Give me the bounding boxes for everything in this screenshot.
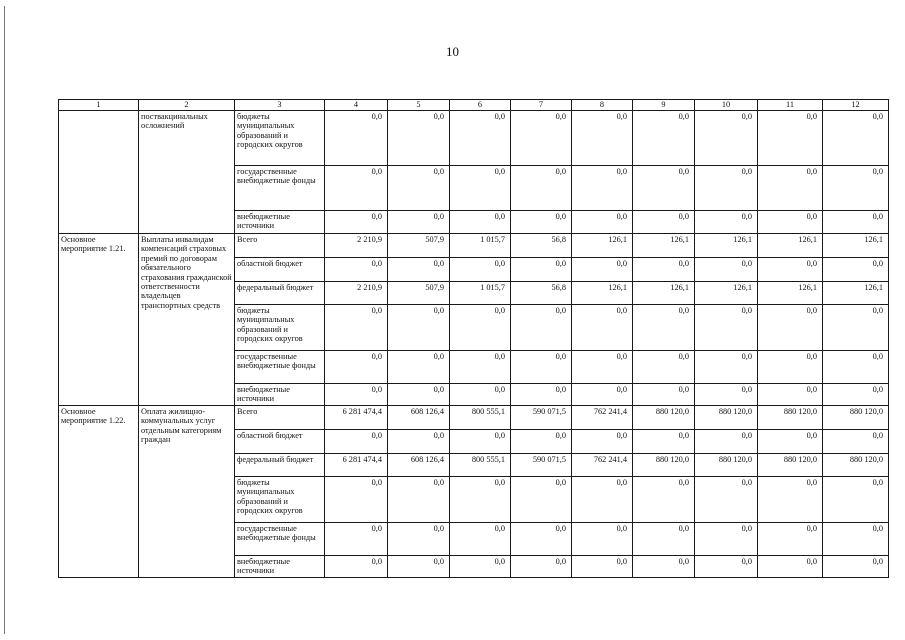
amount-cell: 0,0: [695, 351, 758, 384]
column-number-header: 5: [388, 100, 450, 111]
funding-source-cell: бюджеты муниципальных образований и городских округов: [235, 111, 325, 166]
amount-cell: 0,0: [511, 556, 572, 578]
amount-cell: 0,0: [388, 166, 450, 211]
amount-cell: 0,0: [572, 166, 633, 211]
funding-source-cell: внебюджетные источники: [235, 556, 325, 578]
amount-cell: 0,0: [823, 430, 889, 454]
amount-cell: 507,9: [388, 282, 450, 305]
amount-cell: 0,0: [388, 523, 450, 556]
amount-cell: 800 555,1: [450, 406, 511, 430]
amount-cell: 0,0: [572, 351, 633, 384]
amount-cell: 0,0: [758, 258, 823, 282]
amount-cell: 0,0: [823, 384, 889, 406]
amount-cell: 126,1: [823, 282, 889, 305]
amount-cell: 0,0: [325, 305, 388, 351]
funding-source-cell: областной бюджет: [235, 258, 325, 282]
funding-source-cell: государственные внебюджетные фонды: [235, 351, 325, 384]
amount-cell: 126,1: [572, 282, 633, 305]
amount-cell: 0,0: [823, 351, 889, 384]
amount-cell: 0,0: [572, 111, 633, 166]
amount-cell: 0,0: [388, 258, 450, 282]
amount-cell: 0,0: [572, 211, 633, 234]
amount-cell: 0,0: [633, 556, 695, 578]
event-name-cell: [59, 111, 139, 234]
amount-cell: 0,0: [511, 166, 572, 211]
funding-source-cell: Всего: [235, 234, 325, 258]
column-number-header: 2: [139, 100, 235, 111]
amount-cell: 0,0: [758, 111, 823, 166]
amount-cell: 0,0: [695, 430, 758, 454]
amount-cell: 762 241,4: [572, 406, 633, 430]
funding-source-cell: внебюджетные источники: [235, 384, 325, 406]
amount-cell: 0,0: [450, 384, 511, 406]
amount-cell: 1 015,7: [450, 282, 511, 305]
amount-cell: 0,0: [572, 384, 633, 406]
amount-cell: 2 210,9: [325, 234, 388, 258]
event-title-cell: поствакцинальных осложнений: [139, 111, 235, 234]
amount-cell: 0,0: [758, 305, 823, 351]
amount-cell: 0,0: [695, 258, 758, 282]
amount-cell: 0,0: [633, 351, 695, 384]
amount-cell: 0,0: [695, 166, 758, 211]
amount-cell: 880 120,0: [823, 406, 889, 430]
amount-cell: 880 120,0: [633, 406, 695, 430]
amount-cell: 762 241,4: [572, 454, 633, 477]
amount-cell: 0,0: [388, 477, 450, 523]
amount-cell: 0,0: [695, 523, 758, 556]
amount-cell: 590 071,5: [511, 406, 572, 430]
amount-cell: 0,0: [511, 111, 572, 166]
amount-cell: 0,0: [388, 351, 450, 384]
amount-cell: 126,1: [758, 234, 823, 258]
amount-cell: 0,0: [450, 258, 511, 282]
amount-cell: 0,0: [758, 556, 823, 578]
amount-cell: 608 126,4: [388, 406, 450, 430]
amount-cell: 0,0: [695, 211, 758, 234]
amount-cell: 0,0: [633, 523, 695, 556]
amount-cell: 0,0: [325, 477, 388, 523]
amount-cell: 0,0: [572, 258, 633, 282]
amount-cell: 0,0: [388, 430, 450, 454]
event-name-cell: Основное мероприятие 1.21.: [59, 234, 139, 406]
amount-cell: 0,0: [633, 166, 695, 211]
table-header-row: [59, 100, 889, 111]
amount-cell: 0,0: [823, 111, 889, 166]
amount-cell: 0,0: [758, 211, 823, 234]
table-row: [59, 234, 889, 258]
amount-cell: 0,0: [511, 258, 572, 282]
amount-cell: 0,0: [325, 258, 388, 282]
amount-cell: 0,0: [511, 477, 572, 523]
amount-cell: 0,0: [511, 211, 572, 234]
amount-cell: 0,0: [511, 351, 572, 384]
amount-cell: 0,0: [758, 351, 823, 384]
amount-cell: 0,0: [511, 305, 572, 351]
amount-cell: 880 120,0: [695, 454, 758, 477]
amount-cell: 126,1: [633, 234, 695, 258]
amount-cell: 0,0: [758, 430, 823, 454]
amount-cell: 0,0: [572, 477, 633, 523]
amount-cell: 0,0: [823, 523, 889, 556]
amount-cell: 0,0: [388, 305, 450, 351]
amount-cell: 126,1: [758, 282, 823, 305]
column-number-header: 7: [511, 100, 572, 111]
column-number-header: 3: [235, 100, 325, 111]
amount-cell: 880 120,0: [823, 454, 889, 477]
amount-cell: 590 071,5: [511, 454, 572, 477]
amount-cell: 880 120,0: [758, 454, 823, 477]
amount-cell: 0,0: [511, 430, 572, 454]
amount-cell: 0,0: [572, 523, 633, 556]
amount-cell: 0,0: [572, 430, 633, 454]
budget-table: [58, 99, 889, 578]
amount-cell: 0,0: [511, 384, 572, 406]
amount-cell: 880 120,0: [695, 406, 758, 430]
amount-cell: 0,0: [325, 430, 388, 454]
amount-cell: 56,8: [511, 234, 572, 258]
amount-cell: 0,0: [823, 477, 889, 523]
amount-cell: 0,0: [450, 477, 511, 523]
amount-cell: 0,0: [758, 384, 823, 406]
amount-cell: 0,0: [325, 351, 388, 384]
table-row: [59, 406, 889, 430]
amount-cell: 0,0: [695, 477, 758, 523]
amount-cell: 0,0: [325, 211, 388, 234]
funding-source-cell: Всего: [235, 406, 325, 430]
amount-cell: 0,0: [388, 211, 450, 234]
amount-cell: 0,0: [758, 166, 823, 211]
column-number-header: 6: [450, 100, 511, 111]
amount-cell: 0,0: [450, 166, 511, 211]
funding-source-cell: бюджеты муниципальных образований и городских округов: [235, 477, 325, 523]
amount-cell: 0,0: [633, 211, 695, 234]
amount-cell: 0,0: [823, 305, 889, 351]
amount-cell: 0,0: [450, 430, 511, 454]
page-number: 10: [446, 44, 459, 59]
funding-source-cell: бюджеты муниципальных образований и городских округов: [235, 305, 325, 351]
amount-cell: 0,0: [325, 556, 388, 578]
amount-cell: 608 126,4: [388, 454, 450, 477]
funding-source-cell: областной бюджет: [235, 430, 325, 454]
column-number-header: 9: [633, 100, 695, 111]
amount-cell: 800 555,1: [450, 454, 511, 477]
amount-cell: 0,0: [325, 523, 388, 556]
amount-cell: 0,0: [695, 305, 758, 351]
amount-cell: 126,1: [572, 234, 633, 258]
amount-cell: 0,0: [450, 111, 511, 166]
amount-cell: 0,0: [450, 351, 511, 384]
amount-cell: 0,0: [325, 166, 388, 211]
column-number-header: 1: [59, 100, 139, 111]
amount-cell: 0,0: [325, 384, 388, 406]
amount-cell: 0,0: [388, 384, 450, 406]
amount-cell: 0,0: [633, 305, 695, 351]
amount-cell: 0,0: [450, 523, 511, 556]
column-number-header: 12: [823, 100, 889, 111]
amount-cell: 6 281 474,4: [325, 454, 388, 477]
table-row: [59, 111, 889, 166]
column-number-header: 10: [695, 100, 758, 111]
column-number-header: 8: [572, 100, 633, 111]
column-number-header: 4: [325, 100, 388, 111]
amount-cell: 0,0: [758, 523, 823, 556]
amount-cell: 0,0: [695, 384, 758, 406]
amount-cell: 126,1: [695, 282, 758, 305]
amount-cell: 126,1: [695, 234, 758, 258]
amount-cell: 880 120,0: [758, 406, 823, 430]
amount-cell: 0,0: [388, 556, 450, 578]
amount-cell: 0,0: [633, 430, 695, 454]
amount-cell: 0,0: [325, 111, 388, 166]
amount-cell: 1 015,7: [450, 234, 511, 258]
binding-edge-line: [4, 6, 5, 634]
funding-source-cell: государственные внебюджетные фонды: [235, 166, 325, 211]
amount-cell: 0,0: [758, 477, 823, 523]
amount-cell: 0,0: [823, 166, 889, 211]
amount-cell: 0,0: [572, 305, 633, 351]
funding-source-cell: внебюджетные источники: [235, 211, 325, 234]
amount-cell: 507,9: [388, 234, 450, 258]
amount-cell: 0,0: [572, 556, 633, 578]
amount-cell: 126,1: [823, 234, 889, 258]
amount-cell: 0,0: [450, 556, 511, 578]
amount-cell: 0,0: [823, 258, 889, 282]
amount-cell: 0,0: [511, 523, 572, 556]
amount-cell: 0,0: [823, 211, 889, 234]
amount-cell: 0,0: [695, 111, 758, 166]
amount-cell: 0,0: [633, 384, 695, 406]
amount-cell: 0,0: [633, 258, 695, 282]
amount-cell: 0,0: [633, 111, 695, 166]
amount-cell: 0,0: [450, 305, 511, 351]
funding-source-cell: государственные внебюджетные фонды: [235, 523, 325, 556]
funding-source-cell: федеральный бюджет: [235, 282, 325, 305]
funding-source-cell: федеральный бюджет: [235, 454, 325, 477]
amount-cell: 0,0: [388, 111, 450, 166]
amount-cell: 56,8: [511, 282, 572, 305]
column-number-header: 11: [758, 100, 823, 111]
amount-cell: 0,0: [450, 211, 511, 234]
amount-cell: 880 120,0: [633, 454, 695, 477]
amount-cell: 0,0: [823, 556, 889, 578]
amount-cell: 0,0: [695, 556, 758, 578]
amount-cell: 0,0: [633, 477, 695, 523]
event-title-cell: Выплаты инвалидам компенсаций страховых премий по договорам обязательного страхования гражданской ответственности владельцев транспортных средств: [139, 234, 235, 406]
amount-cell: 2 210,9: [325, 282, 388, 305]
amount-cell: 6 281 474,4: [325, 406, 388, 430]
amount-cell: 126,1: [633, 282, 695, 305]
event-title-cell: Оплата жилищно-коммунальных услуг отдельным категориям граждан: [139, 406, 235, 578]
event-name-cell: Основное мероприятие 1.22.: [59, 406, 139, 578]
